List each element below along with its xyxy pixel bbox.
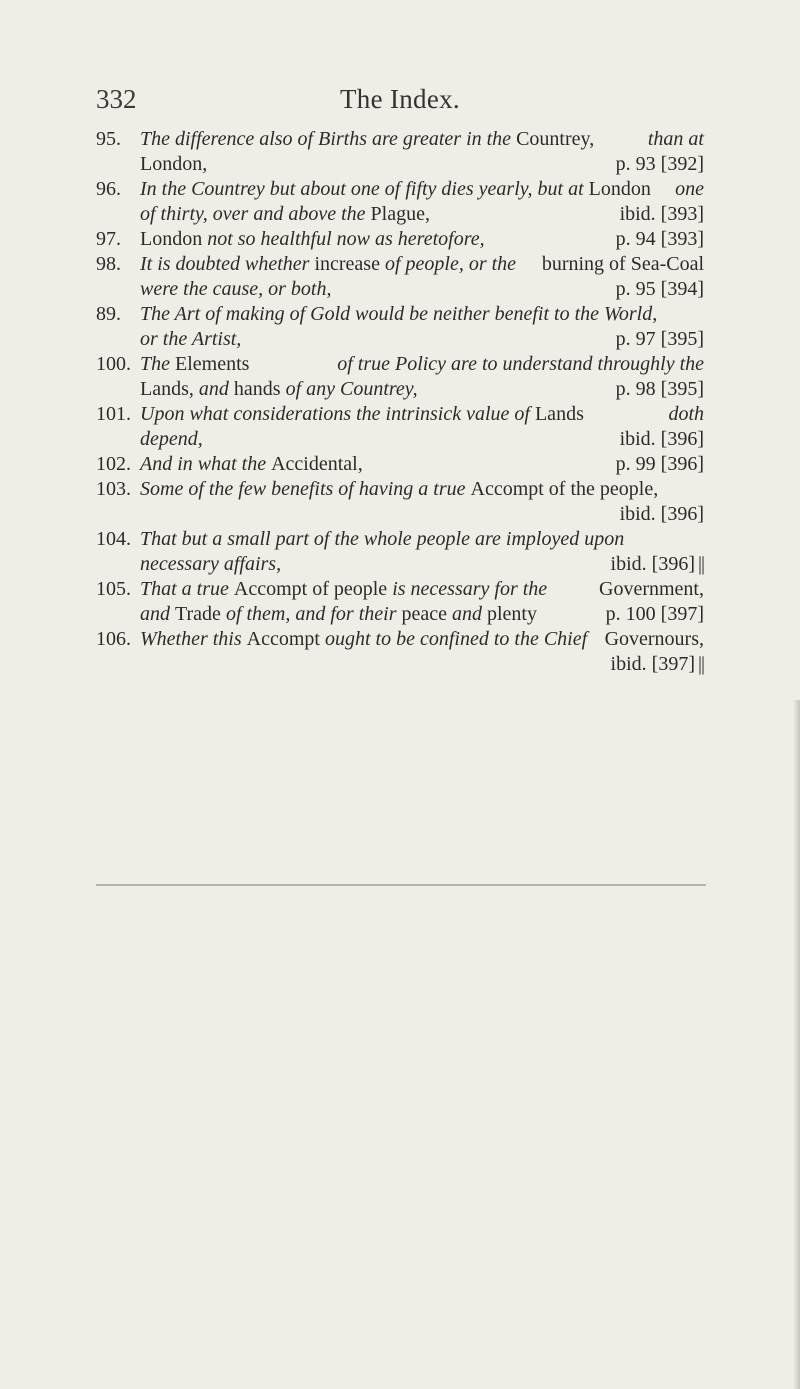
section-mark: ||	[697, 653, 704, 675]
entry-number: 89.	[96, 303, 121, 325]
entry-text: The difference also of Births are greater in the	[140, 128, 517, 150]
index-entry-104	[96, 527, 704, 577]
entry-text: Accompt of the people,	[470, 478, 659, 500]
page-reference: ibid. [396]	[619, 428, 704, 450]
page-edge-shadow	[793, 700, 800, 1389]
entry-number: 102.	[96, 453, 131, 475]
entry-text: burning of Sea-Coal	[541, 253, 704, 275]
page-reference: p. 93 [392]	[615, 153, 704, 175]
index-entry-101	[96, 402, 704, 452]
entry-text: depend,	[140, 428, 203, 450]
index-entry-95	[96, 127, 704, 177]
entry-text: Countrey,	[516, 128, 595, 150]
page-reference	[611, 552, 704, 577]
entry-text: one	[675, 178, 704, 200]
entry-text: and	[198, 378, 234, 400]
page-reference-text: ibid. [397]	[610, 653, 695, 675]
page-reference: p. 100 [397]	[605, 603, 704, 625]
entry-text: Upon what considerations the intrinsick value of	[140, 403, 535, 425]
entry-text: The Art of making of Gold would be neither benefit to the World,	[140, 303, 658, 325]
entry-text: Whether this	[140, 628, 247, 650]
entry-number: 101.	[96, 403, 131, 425]
entry-text: of true Policy are to understand throughly the	[337, 353, 704, 375]
entry-text: of any Countrey,	[285, 378, 418, 400]
entry-text: Accompt	[246, 628, 325, 650]
entry-text: Some of the few benefits of having a true	[140, 478, 471, 500]
section-mark: ||	[697, 553, 704, 575]
entry-number: 98.	[96, 253, 121, 275]
entry-text: is necessary for the	[392, 578, 548, 600]
entry-text: and	[452, 603, 487, 625]
entry-text: and	[140, 603, 175, 625]
entry-text: London	[140, 228, 208, 250]
entry-text: Plague,	[370, 203, 430, 225]
entry-text: Accompt of people	[233, 578, 393, 600]
bottom-rule	[96, 884, 706, 886]
entry-number: 103.	[96, 478, 131, 500]
index-entry-103	[96, 477, 704, 527]
index-entry-89	[96, 302, 704, 352]
entry-text: In the Countrey but about one of fifty dies yearly, but at	[140, 178, 589, 200]
entry-number: 106.	[96, 628, 131, 650]
page-reference: ibid. [393]	[619, 203, 704, 225]
entry-text: And in what the	[140, 453, 272, 475]
entry-text: not so healthful now as heretofore,	[207, 228, 485, 250]
entry-text: London	[588, 178, 651, 200]
entry-number: 104.	[96, 528, 131, 550]
entry-text: Governours,	[604, 628, 704, 650]
entry-text: increase	[314, 253, 385, 275]
index-entries	[96, 127, 704, 677]
entry-text: The	[140, 353, 175, 375]
entry-number: 105.	[96, 578, 131, 600]
entry-text: Lands,	[140, 378, 199, 400]
entry-text: Accidental,	[271, 453, 363, 475]
index-entry-106	[96, 627, 704, 677]
entry-text: or the Artist,	[140, 328, 242, 350]
index-entry-105	[96, 577, 704, 627]
index-entry-98	[96, 252, 704, 302]
entry-text: Elements	[175, 353, 250, 375]
page-reference: p. 99 [396]	[615, 453, 704, 475]
page-reference: p. 95 [394]	[615, 278, 704, 300]
page-number: 332	[96, 84, 137, 114]
entry-text: were the cause, or both,	[140, 278, 332, 300]
index-entry-102	[96, 452, 704, 477]
page-reference-text: ibid. [396]	[610, 553, 695, 575]
entry-text: plenty	[487, 603, 537, 625]
index-entry-97	[96, 227, 704, 252]
entry-text: of people, or the	[384, 253, 517, 275]
entry-text: peace	[401, 603, 452, 625]
entry-text: than at	[647, 128, 704, 150]
index-entry-96	[96, 177, 704, 227]
entry-text: Lands	[534, 403, 584, 425]
running-head: The Index.	[340, 84, 460, 114]
page-reference: p. 98 [395]	[615, 378, 704, 400]
entry-text: of them, and for their	[225, 603, 402, 625]
entry-number: 96.	[96, 178, 121, 200]
entry-text: necessary affairs,	[140, 553, 282, 575]
page-reference: p. 97 [395]	[615, 328, 704, 350]
entry-text: That a true	[140, 578, 234, 600]
entry-number: 100.	[96, 353, 131, 375]
entry-text: of thirty, over and above the	[140, 203, 371, 225]
entry-text: London,	[140, 153, 208, 175]
entry-text: Government,	[599, 578, 704, 600]
page-reference	[611, 652, 704, 677]
entry-number: 97.	[96, 228, 121, 250]
entry-text: doth	[668, 403, 704, 425]
index-entry-100	[96, 352, 704, 402]
entry-text: Trade	[175, 603, 226, 625]
entry-text: It is doubted whether	[140, 253, 315, 275]
entry-text: hands	[233, 378, 286, 400]
entry-text: ought to be confined to the Chief	[324, 628, 588, 650]
entry-number: 95.	[96, 128, 121, 150]
entry-text: That but a small part of the whole people are imployed upon	[140, 528, 625, 550]
page-reference: p. 94 [393]	[615, 228, 704, 250]
page-reference: ibid. [396]	[619, 503, 704, 525]
